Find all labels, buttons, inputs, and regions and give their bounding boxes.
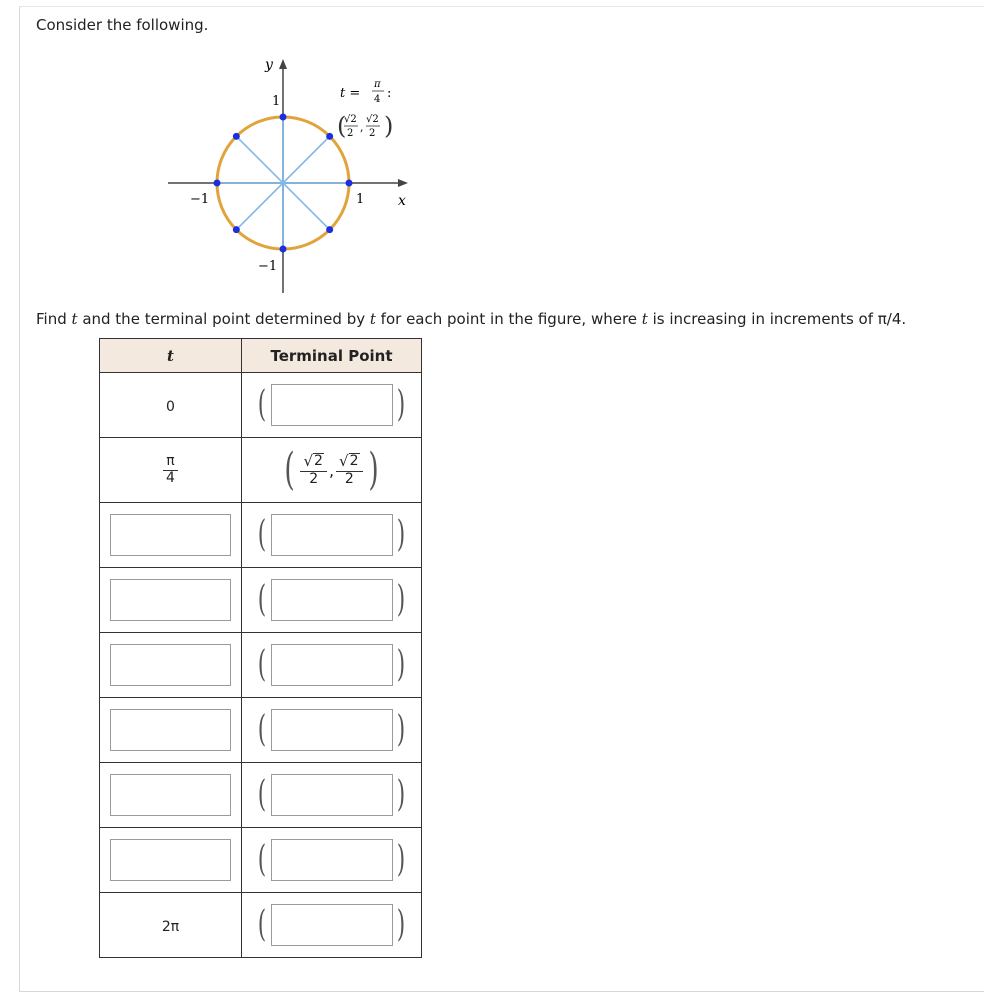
terminal-point-dot (233, 133, 240, 140)
x-axis-label: x (398, 193, 406, 209)
tick-x-neg1: −1 (190, 192, 210, 207)
terminal-point-input[interactable] (271, 644, 393, 686)
t-input[interactable] (110, 709, 231, 751)
comma: , (328, 460, 335, 480)
frac-den: 4 (166, 469, 175, 486)
tick-x-1: 1 (356, 192, 365, 207)
y-axis-arrow (279, 59, 287, 69)
question-part: for each point in the figure, where (375, 310, 642, 328)
paren-close: ) (396, 514, 405, 555)
table-row (100, 828, 422, 893)
answer-table (99, 338, 422, 958)
paren-open: ( (258, 579, 267, 620)
terminal-point-input[interactable] (271, 514, 393, 556)
t-cell (100, 503, 242, 568)
t-value: 0 (166, 398, 175, 415)
frac-x (300, 453, 326, 487)
table-row (100, 763, 422, 828)
t-input[interactable] (110, 839, 231, 881)
question-text (36, 310, 906, 328)
table-row (100, 633, 422, 698)
paren-close: ) (396, 774, 405, 815)
point-cell (242, 503, 422, 568)
point-cell (242, 828, 422, 893)
radical: √ (303, 452, 314, 471)
table-row (100, 503, 422, 568)
terminal-point-dot (214, 180, 221, 187)
tick-y-1: 1 (272, 94, 281, 109)
var-t: t (641, 310, 648, 328)
point-comma: , (360, 121, 364, 134)
t-value-pi-over-4 (163, 454, 177, 486)
table-row (100, 893, 422, 958)
annotation-colon: : (387, 86, 392, 101)
t-cell (100, 373, 242, 438)
paren-open: ( (258, 514, 267, 555)
t-input[interactable] (110, 644, 231, 686)
terminal-point-dot (280, 114, 287, 121)
point-cell (242, 763, 422, 828)
paren-open: ( (284, 444, 296, 495)
paren-open: ( (258, 644, 267, 685)
terminal-point-input[interactable] (271, 709, 393, 751)
point-cell (242, 633, 422, 698)
point-x-den: 2 (347, 128, 354, 139)
t-input[interactable] (110, 579, 231, 621)
paren-close: ) (396, 709, 405, 750)
point-x-num: √2 (344, 114, 357, 125)
terminal-point-dot (280, 246, 287, 253)
radicand: 2 (349, 453, 359, 470)
unit-circle-figure (160, 55, 420, 295)
annotation-den: 4 (374, 94, 381, 105)
terminal-point-dot (233, 226, 240, 233)
point-paren-close: ) (384, 112, 394, 140)
t-cell (100, 633, 242, 698)
x-axis-arrow (398, 179, 408, 187)
paren-open: ( (258, 839, 267, 880)
paren-close: ) (396, 839, 405, 880)
paren-open: ( (258, 384, 267, 425)
radical: √ (339, 452, 349, 471)
question-part: and the terminal point determined by (77, 310, 370, 328)
t-input[interactable] (110, 774, 231, 816)
point-cell (242, 373, 422, 438)
question-part: Find (36, 310, 72, 328)
paren-open: ( (258, 709, 267, 750)
t-cell (100, 763, 242, 828)
t-input[interactable] (110, 514, 231, 556)
point-cell (242, 568, 422, 633)
paren-close: ) (396, 384, 405, 425)
paren-open: ( (258, 904, 267, 945)
frac-den: 2 (309, 470, 319, 487)
frac-y (336, 453, 362, 487)
paren-close: ) (396, 644, 405, 685)
y-axis-label: y (265, 57, 273, 73)
t-cell (100, 698, 242, 763)
terminal-point-input[interactable] (271, 904, 393, 946)
terminal-point-input[interactable] (271, 384, 393, 426)
radicand: 2 (314, 453, 323, 470)
t-cell (100, 568, 242, 633)
var-t: t (71, 310, 78, 328)
terminal-point-input[interactable] (271, 839, 393, 881)
t-value: 2π (161, 918, 180, 935)
intro-text: Consider the following. (36, 16, 209, 34)
t-cell (100, 438, 242, 503)
paren-close: ) (396, 904, 405, 945)
header-terminal-point: Terminal Point (242, 339, 422, 373)
point-y-num: √2 (366, 114, 379, 125)
paren-close: ) (367, 444, 379, 495)
point-cell (242, 438, 422, 503)
tick-y-neg1: −1 (258, 259, 278, 274)
t-cell (100, 893, 242, 958)
question-part: is increasing in increments of π/4. (647, 310, 907, 328)
table-row (100, 568, 422, 633)
point-y-den: 2 (369, 128, 376, 139)
terminal-point-dot (326, 226, 333, 233)
point-paren-open: ( (337, 112, 347, 140)
table-row (100, 698, 422, 763)
point-cell (242, 698, 422, 763)
annotation-t: t = (340, 86, 361, 101)
annotation-pi: π (374, 79, 381, 90)
terminal-point-input[interactable] (271, 774, 393, 816)
table-row (100, 373, 422, 438)
table-row (100, 438, 422, 503)
frac-num: π (163, 454, 177, 470)
t-cell (100, 828, 242, 893)
known-terminal-point (242, 444, 421, 495)
frac-den: 2 (344, 470, 354, 487)
point-cell (242, 893, 422, 958)
terminal-point-dot (346, 180, 353, 187)
header-t: t (100, 339, 242, 373)
var-t: t (369, 310, 376, 328)
terminal-point-dot (326, 133, 333, 140)
paren-close: ) (396, 579, 405, 620)
paren-open: ( (258, 774, 267, 815)
terminal-point-input[interactable] (271, 579, 393, 621)
